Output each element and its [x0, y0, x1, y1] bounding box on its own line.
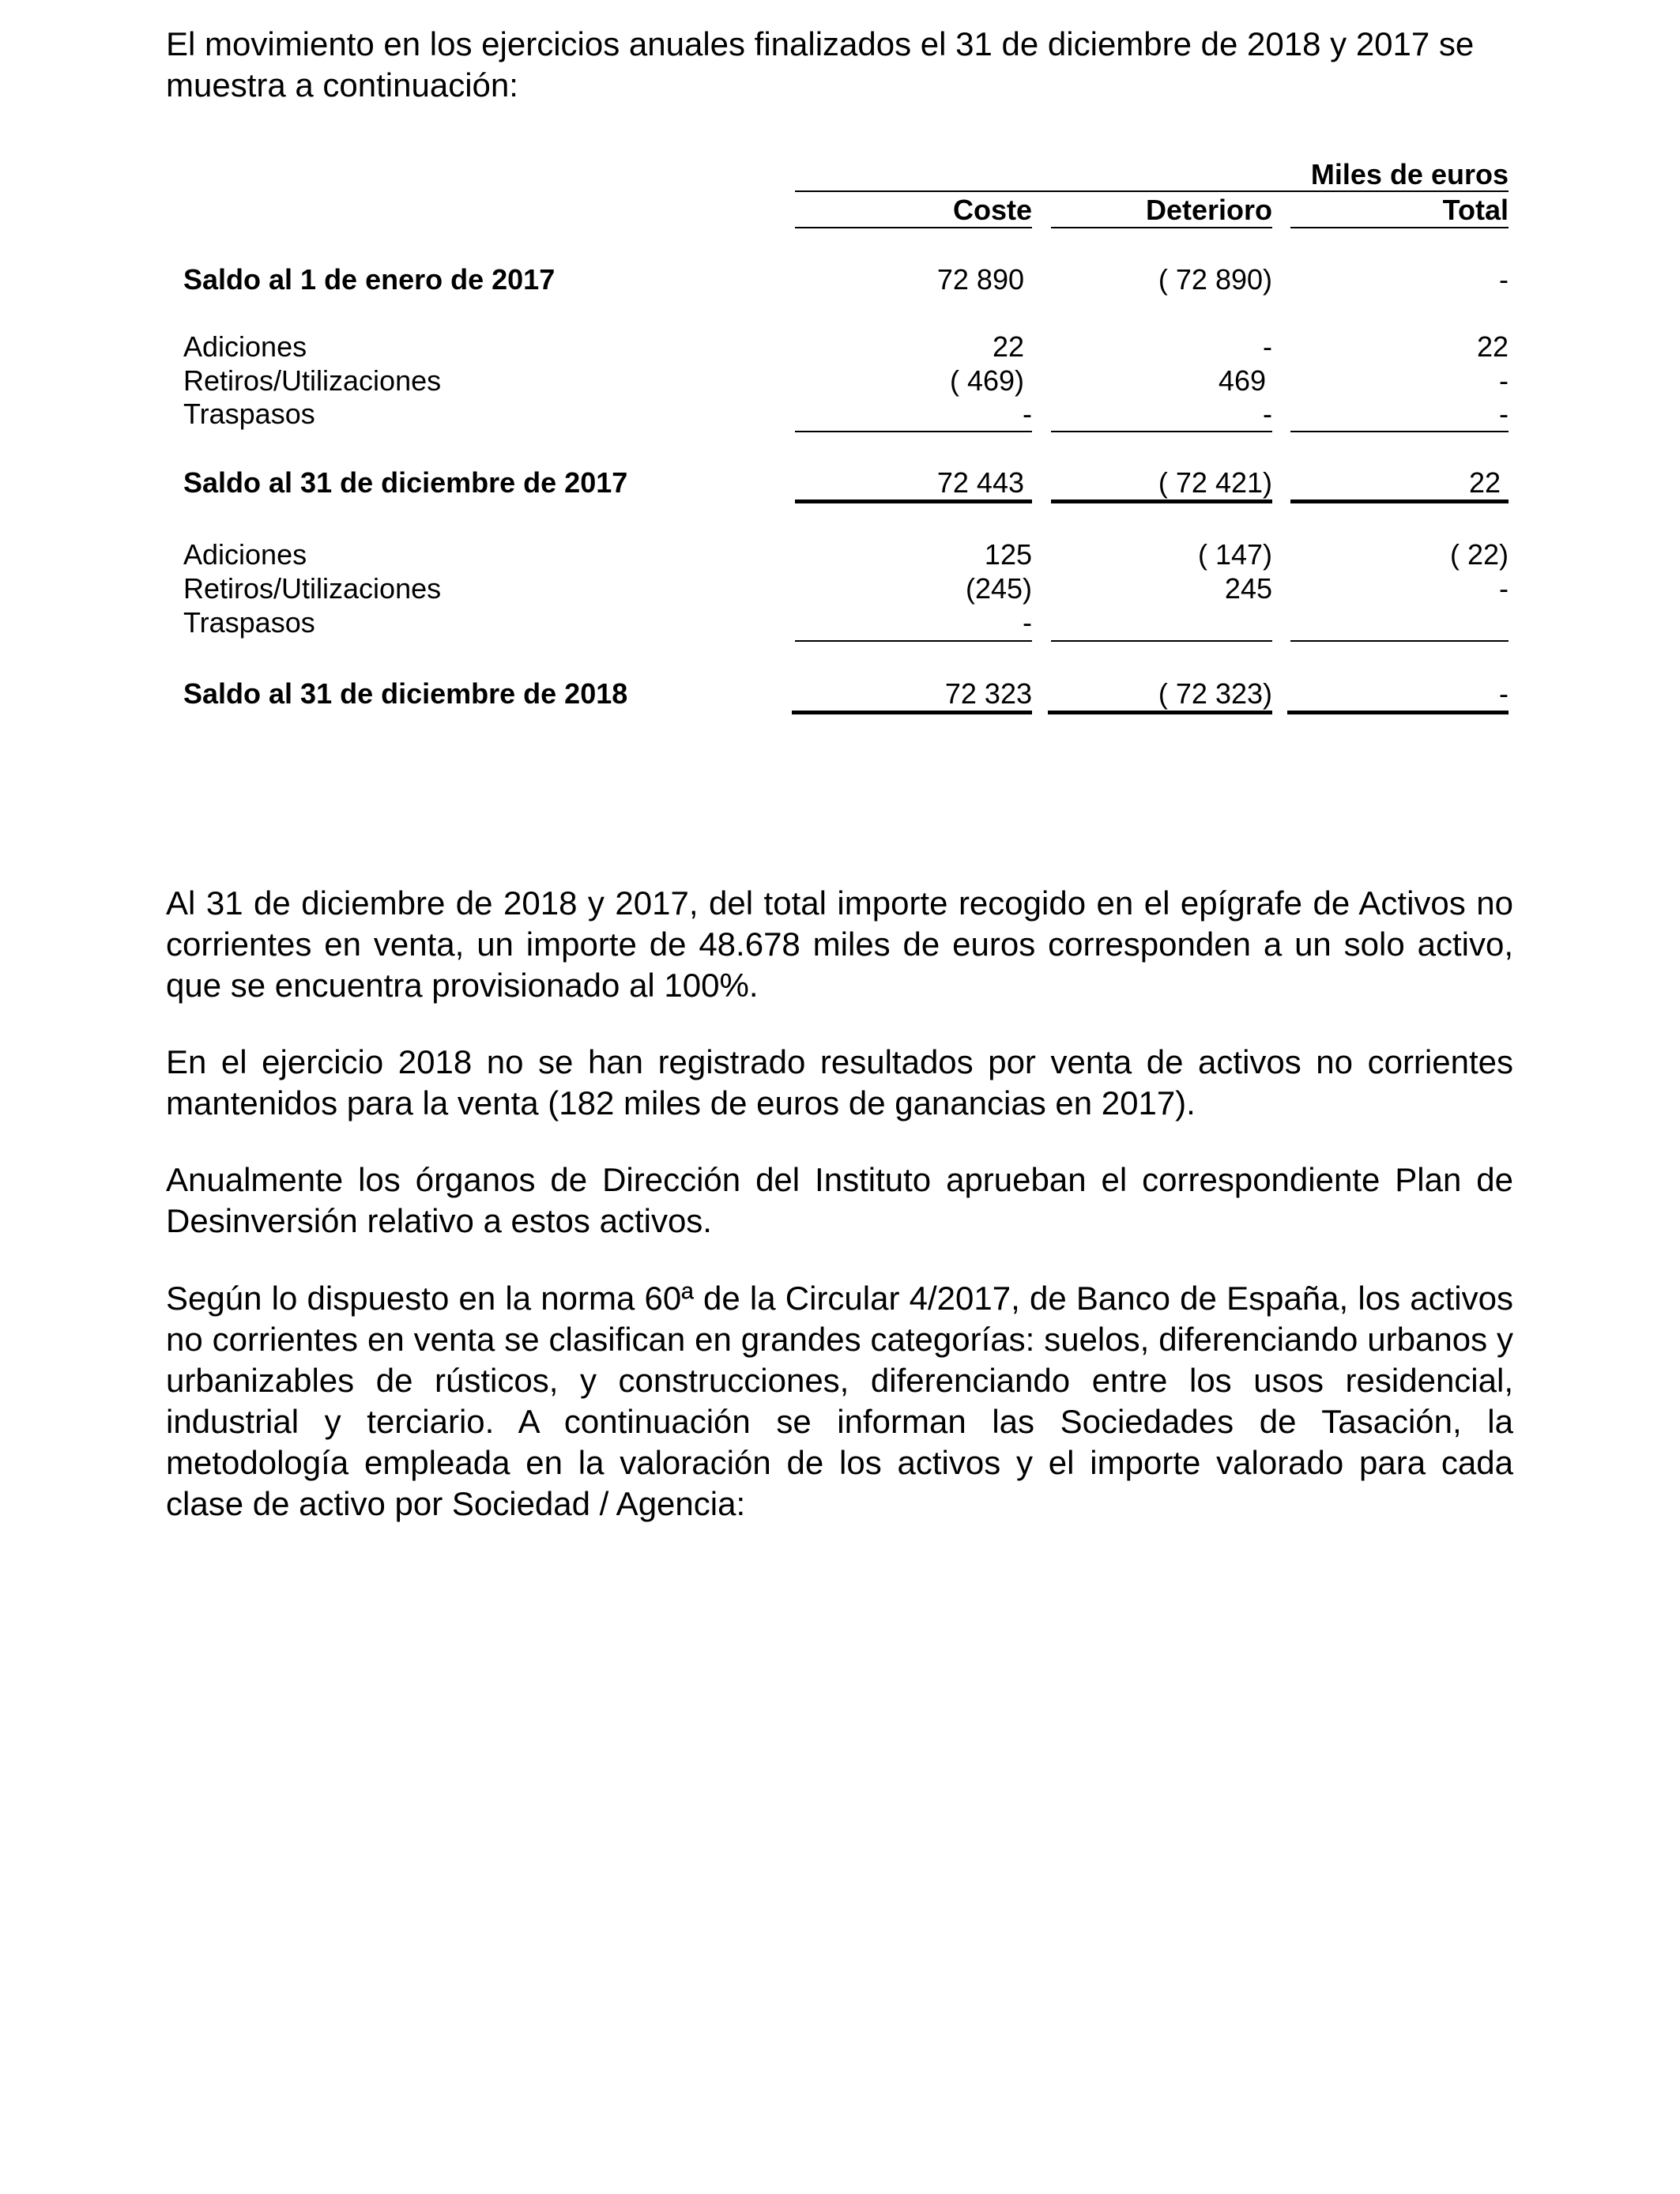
cell-coste: 125 [984, 538, 1032, 571]
unit-header: Miles de euros [1310, 158, 1509, 190]
cell-coste: - [1023, 398, 1032, 430]
paragraph: En el ejercicio 2018 no se han registrado resultados por venta de activos no corrientes mantenidos para la venta (182 miles de euros de ganancias en 2017). [166, 1043, 1513, 1122]
row-label: Traspasos [183, 606, 315, 639]
header-underline-coste [795, 227, 1032, 228]
column-header-coste: Coste [952, 194, 1032, 226]
cell-total: 22 [1468, 466, 1501, 499]
total-rule-coste [792, 711, 1032, 714]
cell-total: - [1499, 398, 1509, 430]
cell-coste: 22 [992, 330, 1024, 363]
header-underline-total [1290, 227, 1509, 228]
subtotal-rule-deterioro [1051, 431, 1272, 432]
cell-deterioro: ( 72 323) [1158, 677, 1272, 710]
cell-coste: (245) [965, 572, 1032, 605]
cell-total: - [1499, 572, 1509, 605]
total-rule-deterioro [1051, 499, 1272, 503]
row-label: Adiciones [183, 538, 307, 571]
movement-table [0, 0, 1680, 790]
cell-deterioro: ( 72 421) [1158, 466, 1272, 499]
cell-total: - [1499, 364, 1509, 397]
total-rule-coste [795, 499, 1032, 503]
cell-total: ( 22) [1449, 538, 1509, 571]
intro-paragraph: El movimiento en los ejercicios anuales finalizados el 31 de diciembre de 2018 y 2017 se muestra a continuación: [166, 25, 1475, 104]
subtotal-rule-total [1290, 431, 1509, 432]
cell-deterioro: ( 72 890) [1158, 263, 1272, 296]
cell-deterioro: 469 [1218, 364, 1266, 397]
cell-total: - [1499, 263, 1509, 296]
subtotal-rule-deterioro [1051, 640, 1272, 642]
total-rule-total [1290, 499, 1509, 503]
row-label: Saldo al 1 de enero de 2017 [183, 263, 556, 296]
subtotal-rule-coste [795, 431, 1032, 432]
cell-coste: 72 443 [936, 466, 1024, 499]
cell-coste: 72 323 [944, 677, 1032, 710]
row-label: Retiros/Utilizaciones [183, 364, 442, 397]
column-header-total: Total [1442, 194, 1509, 226]
subtotal-rule-coste [795, 640, 1032, 642]
paragraph: Según lo dispuesto en la norma 60ª de la Circular 4/2017, de Banco de España, los activos no corrientes en venta se clasifican en grandes categorías: suelos, diferenciando urbanos y urbanizables de rústicos, y construcciones, diferenciando entre los usos residencial, industrial y terciario. A continuación se informan las Sociedades de Tasación, la metodología empleada en la valoración de los activos y el importe valorado para cada clase de activo por Sociedad / Agencia: [166, 1280, 1513, 1522]
cell-total: 22 [1476, 330, 1509, 363]
cell-coste: - [1023, 606, 1032, 639]
cell-total: - [1499, 677, 1509, 710]
paragraph: Al 31 de diciembre de 2018 y 2017, del total importe recogido en el epígrafe de Activos no corrientes en venta, un importe de 48.678 miles de euros corresponden a un solo activo, que se encuentra provisionado al 100%. [166, 884, 1513, 1004]
total-rule-deterioro [1048, 711, 1272, 714]
row-label: Saldo al 31 de diciembre de 2018 [183, 677, 628, 710]
column-header-deterioro: Deterioro [1145, 194, 1272, 226]
subtotal-rule-total [1290, 640, 1509, 642]
paragraph: Anualmente los órganos de Dirección del Instituto aprueban el correspondiente Plan de Desinversión relativo a estos activos. [166, 1161, 1513, 1239]
row-label: Saldo al 31 de diciembre de 2017 [183, 466, 628, 499]
cell-coste: ( 469) [949, 364, 1024, 397]
header-underline-deterioro [1051, 227, 1272, 228]
row-label: Adiciones [183, 330, 307, 363]
cell-deterioro: - [1263, 398, 1272, 430]
row-label: Traspasos [183, 398, 315, 430]
cell-deterioro: ( 147) [1197, 538, 1272, 571]
total-rule-total [1287, 711, 1509, 714]
cell-deterioro: - [1263, 330, 1272, 363]
cell-deterioro: 245 [1224, 572, 1272, 605]
row-label: Retiros/Utilizaciones [183, 572, 442, 605]
cell-coste: 72 890 [936, 263, 1024, 296]
